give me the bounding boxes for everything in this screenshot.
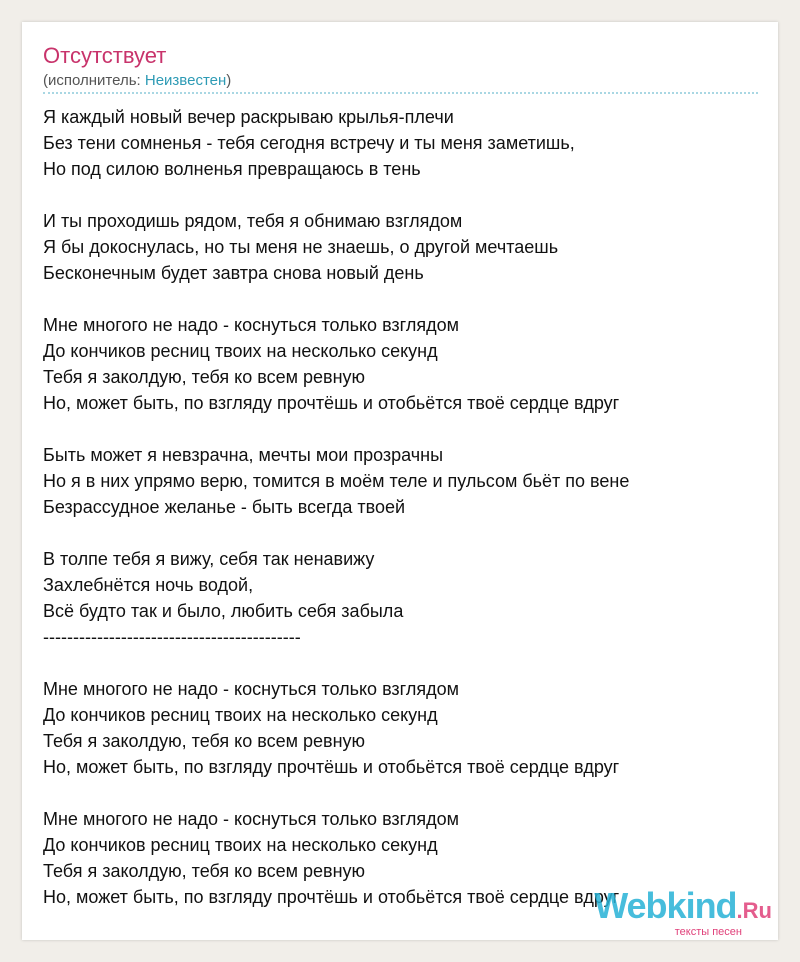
stanza-break: [43, 286, 758, 312]
lyric-line: Но, может быть, по взгляду прочтёшь и отобьётся твоё сердце вдруг: [43, 393, 620, 413]
lyric-line: Мне многого не надо - коснуться только взглядом: [43, 315, 459, 335]
title-divider: [43, 92, 758, 94]
lyric-line: Тебя я заколдую, тебя ко всем ревную: [43, 367, 366, 387]
artist-close-paren: ): [226, 72, 232, 89]
stanza-break: [43, 780, 758, 806]
lyric-line: Но, может быть, по взгляду прочтёшь и отобьётся твоё сердце вдруг: [43, 757, 620, 777]
lyric-line: Но я в них упрямо верю, томится в моём теле и пульсом бьёт по вене: [43, 471, 630, 491]
lyric-line: Мне многого не надо - коснуться только взглядом: [43, 809, 459, 829]
lyric-line: Я каждый новый вечер раскрываю крылья-плечи: [43, 107, 454, 127]
stanza-break: [43, 416, 758, 442]
watermark-brand: [594, 885, 772, 929]
lyric-line: Но, может быть, по взгляду прочтёшь и отобьётся твоё сердце вдруг: [43, 887, 620, 907]
lyric-line: Но под силою волненья превращаюсь в тень: [43, 159, 421, 179]
stanza-break: [43, 650, 758, 676]
lyric-line: До кончиков ресниц твоих на несколько секунд: [43, 835, 438, 855]
lyric-line: Я бы докоснулась, но ты меня не знаешь, о другой мечтаешь: [43, 237, 559, 257]
song-title: Отсутствует: [43, 43, 167, 68]
lyric-line: Захлебнётся ночь водой,: [43, 575, 254, 595]
lyric-line: Без тени сомненья - тебя сегодня встречу и ты меня заметишь,: [43, 133, 575, 153]
watermark-tld: .Ru: [736, 898, 772, 923]
artist-link[interactable]: Неизвестен: [144, 72, 227, 89]
stanza-break: [43, 182, 758, 208]
artist-line: [43, 72, 231, 90]
webkind-watermark: [594, 885, 772, 938]
lyric-line: Быть может я невзрачна, мечты мои прозрачны: [43, 445, 444, 465]
lyric-line: Мне многого не надо - коснуться только взглядом: [43, 679, 459, 699]
lyric-line: До кончиков ресниц твоих на несколько секунд: [43, 341, 438, 361]
lyric-line: До кончиков ресниц твоих на несколько секунд: [43, 705, 438, 725]
lyrics-card: [22, 22, 778, 940]
watermark-brand-name: Webkind: [594, 885, 737, 926]
lyrics-text: [43, 104, 758, 910]
lyric-line: Бесконечным будет завтра снова новый день: [43, 263, 424, 283]
lyric-line: Всё будто так и было, любить себя забыла: [43, 601, 404, 621]
lyric-line: Тебя я заколдую, тебя ко всем ревную: [43, 861, 366, 881]
watermark-tagline: тексты песен: [674, 926, 742, 938]
lyric-line: Тебя я заколдую, тебя ко всем ревную: [43, 731, 366, 751]
lyric-line: В толпе тебя я вижу, себя так ненавижу: [43, 549, 375, 569]
stanza-break: [43, 520, 758, 546]
artist-label: (исполнитель:: [43, 72, 145, 89]
lyric-line: И ты проходишь рядом, тебя я обнимаю взглядом: [43, 211, 463, 231]
lyric-line: Безрассудное желанье - быть всегда твоей: [43, 497, 406, 517]
lyric-line: -------------------------------------------: [43, 627, 301, 647]
